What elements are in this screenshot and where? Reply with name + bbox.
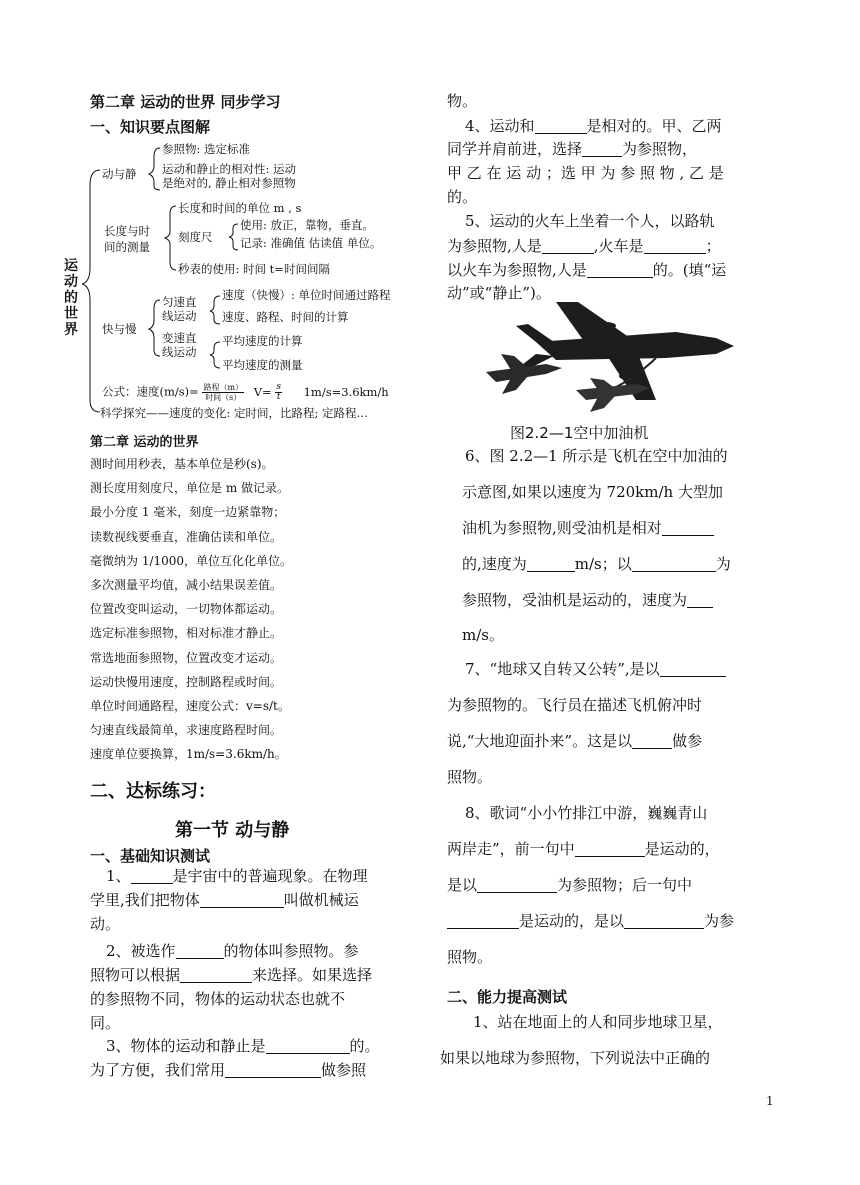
map-branch-speed: 快与慢 — [102, 322, 137, 336]
question-7: 7、“地球又自转又公转”,是以 — [465, 658, 726, 679]
question-3: 3、物体的运动和静止是 的。 — [106, 1037, 380, 1055]
continuation-text: 物。 — [447, 92, 478, 110]
question-4-line4: 的。 — [447, 188, 478, 206]
question-6: 6、图 2.2—1 所示是飞机在空中加油的 — [465, 447, 728, 465]
question-8-line2: 两岸走”，前一句中 是运动的， — [447, 840, 720, 858]
blank[interactable] — [131, 868, 173, 884]
question-2-line3: 的参照物不同，物体的运动状态也就不 — [90, 990, 346, 1008]
question-6-line2: 示意图,如果以速度为 720km/h 大型加 — [462, 483, 723, 501]
question-7-line2: 为参照物的。飞行员在描述飞机俯冲时 — [447, 696, 703, 714]
mnemonic-line: 运动快慢用速度，控制路程或时间。 — [90, 674, 283, 689]
blank[interactable] — [542, 238, 594, 254]
blank[interactable] — [632, 556, 716, 572]
question-6-line5: 参照物，受油机是运动的，速度为 — [462, 589, 713, 610]
blank[interactable] — [687, 592, 713, 608]
blank[interactable] — [587, 262, 653, 278]
blank[interactable] — [624, 913, 704, 929]
question-2-line2: 照物可以根据 来选择。如果选择 — [90, 966, 373, 984]
question-3-line2: 为了方便，我们常用 做参照 — [90, 1061, 367, 1079]
question-1-line2: 学里,我们把物体 叫做机械运 — [90, 891, 359, 909]
map-branch-motion-rest: 动与静 — [102, 167, 137, 181]
question-1: 1、 是宇宙中的普遍现象。在物理 — [106, 867, 368, 885]
blank[interactable] — [447, 913, 519, 929]
map-branch-measure: 长度与时 — [104, 224, 150, 238]
problem-1: 1、站在地面上的人和同步地球卫星， — [473, 1013, 723, 1031]
blank[interactable] — [225, 1062, 321, 1078]
blank[interactable] — [660, 661, 726, 677]
subsection-advanced: 二、能力提高测试 — [447, 988, 568, 1006]
question-7-line4: 照物。 — [447, 768, 493, 786]
question-6-line3: 油机为参照物,则受油机是相对 — [462, 517, 714, 538]
section-exercises: 二、达标练习： — [90, 781, 216, 802]
mnemonic-line: 测长度用刻度尺，单位是 m 做记录。 — [90, 481, 290, 496]
question-5-line3: 以火车为参照物,人是 的。(填“运 — [447, 261, 727, 279]
map-item: 平均速度的测量 — [222, 358, 303, 372]
formula-fraction: 路程（m） 时间（s） — [203, 383, 244, 402]
mnemonic-line: 常选地面参照物，位置改变才运动。 — [90, 650, 283, 665]
question-8-line5: 照物。 — [447, 948, 493, 966]
formula-fraction-st: $\frac{s}{t}$ — [276, 382, 281, 402]
blank[interactable] — [527, 556, 575, 572]
mnemonic-line: 选定标准参照物，相对标准才静止。 — [90, 626, 283, 641]
problem-1-line2: 如果以地球为参照物，下列说法中正确的 — [440, 1049, 711, 1067]
mnemonic-line: 毫微纳为 1/1000，单位互化化单位。 — [90, 553, 293, 568]
figure-caption: 图2.2—1空中加油机 — [510, 424, 649, 442]
question-6-line4: 的,速度为 m/s；以 为 — [462, 555, 731, 573]
map-item: 记录: 准确值 估读值 单位。 — [240, 236, 382, 250]
mnemonic-line: 最小分度 1 毫米，刻度一边紧靠物； — [90, 505, 286, 520]
page-number: 1 — [766, 1094, 774, 1108]
blank[interactable] — [662, 520, 714, 536]
question-7-line3: 说,“大地迎面扑来”。这是以 做参 — [447, 732, 703, 750]
question-5: 5、运动的火车上坐着一个人，以路轨 — [465, 212, 715, 230]
map-item: 运动和静止的相对性: 运动 — [162, 162, 297, 176]
map-item: 使用: 放正，靠物，垂直。 — [240, 218, 375, 232]
map-item: 长度和时间的单位 m , s — [178, 201, 302, 215]
map-item: 线运动 — [162, 345, 197, 359]
section-knowledge-map: 一、知识要点图解 — [90, 118, 211, 136]
subsection-basic: 一、基础知识测试 — [90, 847, 211, 865]
map-item: 平均速度的计算 — [222, 334, 303, 348]
mnemonic-line: 读数视线要垂直，准确估读和单位。 — [90, 529, 283, 544]
map-item: 是绝对的, 静止相对参照物 — [162, 176, 296, 190]
map-formula — [102, 383, 389, 402]
question-4-line3: 甲 乙 在 运 动 ；选 甲 为 参 照 物 , 乙 是 — [447, 164, 724, 182]
blank[interactable] — [266, 1038, 350, 1054]
blank[interactable] — [200, 892, 284, 908]
question-8-line3: 是以 为参照物；后一句中 — [447, 876, 693, 894]
question-4-line2: 同学并肩前进，选择 为参照物， — [447, 140, 698, 158]
question-8: 8、歌词“小小竹排江中游，巍巍青山 — [465, 804, 708, 822]
unit-conversion: 1m/s=3.6km/h — [303, 384, 389, 399]
blank[interactable] — [477, 877, 557, 893]
mnemonic-title: 第二章 运动的世界 — [90, 435, 199, 450]
blank[interactable] — [632, 733, 672, 749]
mnemonic-line: 测时间用秒表，基本单位是秒(s)。 — [90, 457, 274, 471]
map-branch-measure-2: 间的测量 — [104, 240, 150, 254]
question-5-line2: 为参照物,人是 ,火车是 ； — [447, 237, 721, 255]
refueling-aircraft-image — [466, 302, 766, 422]
refueling-figure — [466, 302, 766, 422]
lesson-title: 第一节 动与静 — [175, 820, 290, 841]
map-item: 变速直 — [162, 331, 197, 345]
question-4: 4、运动和 是相对的。甲、乙两 — [465, 117, 722, 135]
blank[interactable] — [176, 943, 224, 959]
map-root: 运动的世界 — [64, 258, 78, 338]
formula-label: 公式：速度(m/s)= — [102, 384, 199, 399]
map-item: 速度、路程、时间的计算 — [222, 310, 349, 324]
blank[interactable] — [180, 967, 252, 983]
blank[interactable] — [535, 118, 587, 134]
map-branch-inquiry: 科学探究——速度的变化: 定时间，比路程; 定路程… — [100, 406, 369, 420]
map-item: 秒表的使用: 时间 t=时间间隔 — [178, 262, 330, 276]
question-5-line4: 动”或“静止”)。 — [447, 284, 551, 302]
blank[interactable] — [644, 238, 706, 254]
blank[interactable] — [575, 841, 645, 857]
mnemonic-line: 多次测量平均值，减小结果误差值。 — [90, 578, 283, 592]
mnemonic-line: 匀速直线最简单，求速度路程时间。 — [90, 723, 283, 738]
question-2-line4: 同。 — [90, 1014, 121, 1032]
formula-v: V= — [253, 384, 272, 399]
question-1-line3: 动。 — [90, 915, 121, 933]
map-item: 线运动 — [162, 309, 197, 323]
question-6-line6: m/s。 — [462, 626, 504, 644]
mnemonic-line: 位置改变叫运动，一切物体都运动。 — [90, 602, 283, 617]
chapter-title: 第二章 运动的世界 同步学习 — [90, 93, 281, 111]
map-item-ruler: 刻度尺 — [178, 230, 213, 244]
mnemonic-line: 速度单位要换算，1m/s=3.6km/h。 — [90, 747, 287, 762]
map-item: 匀速直 — [162, 295, 197, 309]
mnemonic-line: 单位时间通路程，速度公式：v=s/t。 — [90, 699, 290, 713]
map-item: 速度（快慢）: 单位时间通过路程 — [222, 288, 391, 302]
question-8-line4: 是运动的，是以 为参 — [447, 910, 734, 931]
blank[interactable] — [582, 141, 622, 157]
map-item: 参照物: 选定标准 — [162, 142, 251, 156]
question-2: 2、被选作 的物体叫参照物。参 — [106, 942, 359, 960]
